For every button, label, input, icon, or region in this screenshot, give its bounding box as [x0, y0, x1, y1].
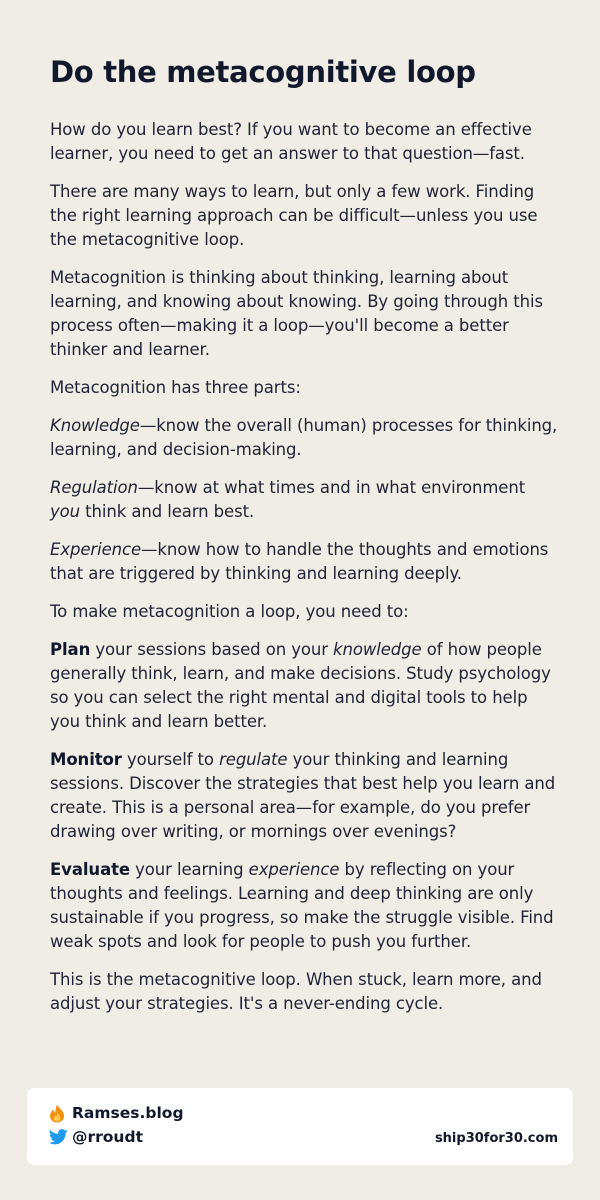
part-experience-term: Experience [50, 540, 142, 559]
site-link[interactable]: ship30for30.com [434, 1131, 558, 1146]
step-monitor [50, 748, 560, 844]
twitter-line [49, 1127, 143, 1147]
twitter-handle[interactable]: @rroudt [72, 1128, 143, 1146]
part-regulation-term: Regulation [50, 478, 138, 497]
part-knowledge-text: —know the overall (human) processes for thinking, learning, and decision-making. [50, 416, 558, 459]
blog-line [49, 1103, 184, 1123]
fire-icon [49, 1103, 69, 1123]
parts-intro: Metacognition has three parts: [50, 378, 301, 397]
step-plan [50, 638, 560, 734]
approach-paragraph: There are many ways to learn, but only a few work. Finding the right learning approach can be difficult—unless you use the metacognitive loop. [50, 182, 538, 249]
step-monitor-emphasis: regulate [219, 750, 288, 769]
part-regulation-text-a: —know at what times and in what environment [137, 478, 526, 497]
step-evaluate-text-a: your learning [129, 860, 249, 879]
step-evaluate-label: Evaluate [50, 860, 130, 879]
part-regulation-text-b: think and learn best. [80, 502, 255, 521]
part-regulation-you: you [50, 502, 81, 521]
twitter-bird-icon [49, 1127, 69, 1147]
step-evaluate [50, 858, 560, 954]
article-body [50, 118, 560, 1030]
definition-paragraph: Metacognition is thinking about thinking, learning about learning, and knowing about knowing. By going through this process often—making it a loop—you'll become a better thinker and learner. [50, 268, 543, 359]
intro-paragraph: How do you learn best? If you want to become an effective learner, you need to get an answer to that question—fast. [50, 120, 532, 163]
part-knowledge-term: Knowledge [50, 416, 140, 435]
author-footer-card [27, 1088, 573, 1165]
part-experience [50, 538, 560, 586]
step-monitor-text-a: yourself to [121, 750, 220, 769]
step-plan-label: Plan [50, 640, 91, 659]
step-evaluate-emphasis: experience [248, 860, 340, 879]
part-knowledge [50, 414, 560, 462]
closing-paragraph: This is the metacognitive loop. When stuck, learn more, and adjust your strategies. It's a never-ending cycle. [50, 970, 542, 1013]
part-regulation [50, 476, 560, 524]
step-monitor-text-b: your thinking and learning sessions. Discover the strategies that best help you learn and create. This is a personal area—for example, do you prefer drawing over writing, or mornings over evenings? [50, 750, 556, 841]
step-plan-text-b: of how people generally think, learn, and make decisions. Study psychology so you can select the right mental and digital tools to help you think and learn better. [50, 640, 551, 731]
page-title: Do the metacognitive loop [50, 55, 476, 89]
step-monitor-label: Monitor [50, 750, 122, 769]
step-plan-emphasis: knowledge [333, 640, 422, 659]
step-evaluate-text-b: by reflecting on your thoughts and feelings. Learning and deep thinking are only sustainable if you progress, so make the struggle visible. Find weak spots and look for people to push you further. [50, 860, 554, 951]
step-plan-text-a: your sessions based on your [90, 640, 334, 659]
part-experience-text: —know how to handle the thoughts and emotions that are triggered by thinking and learning deeply. [50, 540, 549, 583]
loop-intro: To make metacognition a loop, you need to: [50, 602, 409, 621]
blog-name[interactable]: Ramses.blog [72, 1104, 184, 1122]
